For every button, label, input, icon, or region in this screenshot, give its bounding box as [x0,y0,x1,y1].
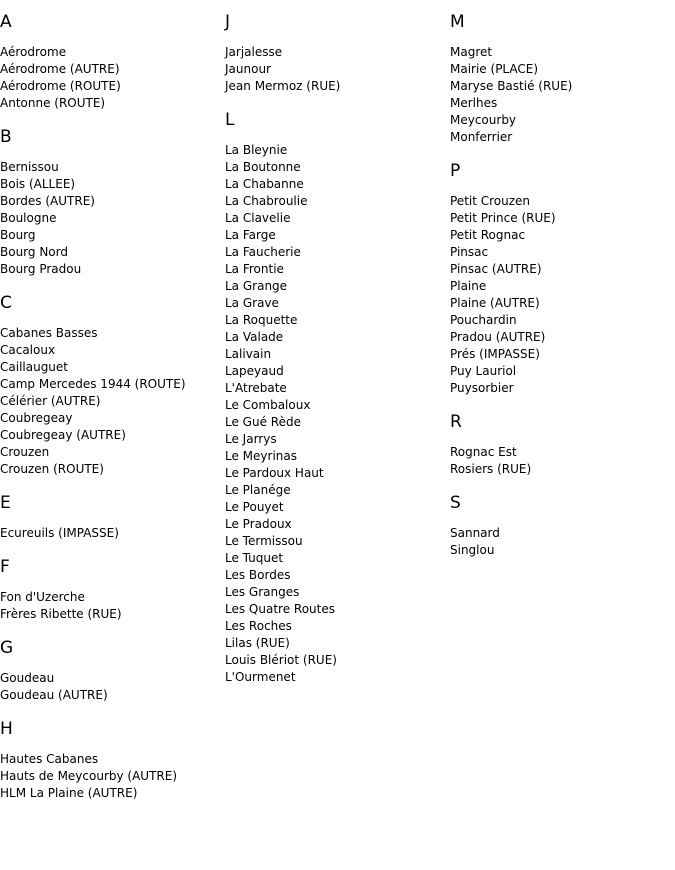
section-letter-heading: R [450,412,462,432]
street-list [0,751,220,802]
street-list-item[interactable]: La Valade [225,330,284,344]
street-list-item[interactable]: Bordes (AUTRE) [0,194,95,208]
street-list-item[interactable]: Jaunour [225,62,271,76]
street-list-item[interactable]: Pinsac [450,245,489,259]
letter-section [0,491,220,542]
street-index-column-1 [0,10,220,815]
street-list-item[interactable]: Antonne (ROUTE) [0,96,106,110]
street-list-item[interactable]: Le Pouyet [225,500,284,514]
street-list [450,44,670,146]
street-list-item[interactable]: Bourg Pradou [0,262,82,276]
letter-section [0,636,220,704]
street-list-item[interactable]: La Faucherie [225,245,301,259]
street-list-item[interactable]: Pradou (AUTRE) [450,330,546,344]
section-letter-heading: G [0,638,14,658]
street-list-item[interactable]: Plaine [450,279,487,293]
street-list-item[interactable]: Jean Mermoz (RUE) [225,79,341,93]
street-list-item[interactable]: Les Quatre Routes [225,602,335,616]
street-list-item[interactable]: Goudeau [0,671,55,685]
street-list-item[interactable]: Les Roches [225,619,292,633]
street-index-column-2 [225,10,445,699]
street-list-item[interactable]: L'Ourmenet [225,670,296,684]
street-list-item[interactable]: Louis Blériot (RUE) [225,653,337,667]
street-list-item[interactable]: Jarjalesse [225,45,283,59]
street-list-item[interactable]: Frères Ribette (RUE) [0,607,122,621]
street-list-item[interactable]: Crouzen [0,445,50,459]
street-list-item[interactable]: Hauts de Meycourby (AUTRE) [0,769,178,783]
street-list-item[interactable]: Plaine (AUTRE) [450,296,540,310]
street-list-item[interactable]: Le Planége [225,483,291,497]
street-list-item[interactable]: Petit Rognac [450,228,526,242]
street-list [450,444,670,478]
section-letter-heading: L [225,110,235,130]
street-list-item[interactable]: Boulogne [0,211,57,225]
letter-section [0,125,220,278]
street-list-item[interactable]: La Roquette [225,313,298,327]
street-list-item[interactable]: La Farge [225,228,276,242]
street-list-item[interactable]: Le Tuquet [225,551,284,565]
street-list-item[interactable]: Coubregeay (AUTRE) [0,428,126,442]
street-list-item[interactable]: Les Granges [225,585,300,599]
street-list-item[interactable]: Puysorbier [450,381,514,395]
section-letter-heading: E [0,493,11,513]
street-list [0,525,220,542]
street-list-item[interactable]: Petit Crouzen [450,194,531,208]
letter-section [0,10,220,112]
street-list-item[interactable]: La Chabroulie [225,194,308,208]
street-list-item[interactable]: La Bleynie [225,143,288,157]
street-list-item[interactable]: La Chabanne [225,177,304,191]
street-list-item[interactable]: Le Meyrinas [225,449,297,463]
street-list-item[interactable]: La Frontie [225,262,284,276]
section-letter-heading: H [0,719,13,739]
section-letter-heading: A [0,12,12,32]
letter-section [0,291,220,478]
street-list [450,525,670,559]
street-list-item[interactable]: Le Pardoux Haut [225,466,324,480]
street-list-item[interactable]: La Boutonne [225,160,301,174]
street-list [0,589,220,623]
street-list-item[interactable]: Cabanes Basses [0,326,98,340]
street-list-item[interactable]: Coubregeay [0,411,73,425]
street-list-item[interactable]: Le Pradoux [225,517,292,531]
street-list-item[interactable]: Bourg Nord [0,245,68,259]
street-list-item[interactable]: La Grange [225,279,288,293]
section-letter-heading: C [0,293,12,313]
street-list-item[interactable]: Goudeau (AUTRE) [0,688,108,702]
street-list [225,142,445,686]
street-list [0,670,220,704]
street-list-item[interactable]: Camp Mercedes 1944 (ROUTE) [0,377,186,391]
street-list-item[interactable]: La Clavelie [225,211,291,225]
street-list-item[interactable]: Aérodrome (ROUTE) [0,79,121,93]
street-list-item[interactable]: Lapeyaud [225,364,284,378]
street-list-item[interactable]: Puy Lauriol [450,364,517,378]
street-list-item[interactable]: Merlhes [450,96,498,110]
street-list-item[interactable]: Mairie (PLACE) [450,62,539,76]
street-list-item[interactable]: Singlou [450,543,495,557]
street-list-item[interactable]: Fon d'Uzerche [0,590,85,604]
street-list-item[interactable]: Maryse Bastié (RUE) [450,79,573,93]
street-list-item[interactable]: Prés (IMPASSE) [450,347,540,361]
letter-section [0,717,220,802]
street-list-item[interactable]: Le Combaloux [225,398,311,412]
street-list [450,193,670,397]
letter-section [450,10,670,146]
letter-section [225,108,445,686]
street-list-item[interactable]: Pouchardin [450,313,517,327]
street-list-item[interactable]: Aérodrome (AUTRE) [0,62,120,76]
section-letter-heading: F [0,557,10,577]
street-list-item[interactable]: L'Atrebate [225,381,287,395]
section-letter-heading: B [0,127,12,147]
section-letter-heading: P [450,161,461,181]
street-list [0,159,220,278]
street-list-item[interactable]: Rosiers (RUE) [450,462,532,476]
street-list-item[interactable]: Hautes Cabanes [0,752,99,766]
section-letter-heading: S [450,493,461,513]
street-list-item[interactable]: Cacaloux [0,343,56,357]
street-list [0,44,220,112]
street-list-item[interactable]: Pinsac (AUTRE) [450,262,542,276]
street-list-item[interactable]: Petit Prince (RUE) [450,211,556,225]
street-list-item[interactable]: Crouzen (ROUTE) [0,462,104,476]
street-list [225,44,445,95]
street-list-item[interactable]: Meycourby [450,113,517,127]
street-list-item[interactable]: Les Bordes [225,568,291,582]
street-list-item[interactable]: Le Jarrys [225,432,277,446]
street-list-item[interactable]: Bois (ALLEE) [0,177,76,191]
street-list-item[interactable]: Lalivain [225,347,272,361]
street-list-item[interactable]: HLM La Plaine (AUTRE) [0,786,138,800]
street-list-item[interactable]: Le Termissou [225,534,303,548]
street-list-item[interactable]: Lilas (RUE) [225,636,290,650]
letter-section [0,555,220,623]
street-list-item[interactable]: Aérodrome [0,45,67,59]
letter-section [450,410,670,478]
street-list-item[interactable]: Monferrier [450,130,513,144]
street-index-column-3 [450,10,670,572]
section-letter-heading: M [450,12,465,32]
street-list-item[interactable]: Bernissou [0,160,59,174]
street-list [0,325,220,478]
street-list-item[interactable]: Rognac Est [450,445,517,459]
letter-section [225,10,445,95]
street-list-item[interactable]: Bourg [0,228,36,242]
street-list-item[interactable]: Ecureuils (IMPASSE) [0,526,119,540]
street-list-item[interactable]: Sannard [450,526,500,540]
street-list-item[interactable]: Caillauguet [0,360,69,374]
letter-section [450,159,670,397]
street-list-item[interactable]: Célérier (AUTRE) [0,394,101,408]
letter-section [450,491,670,559]
street-list-item[interactable]: Le Gué Rède [225,415,301,429]
street-list-item[interactable]: Magret [450,45,493,59]
street-list-item[interactable]: La Grave [225,296,279,310]
section-letter-heading: J [225,12,231,32]
